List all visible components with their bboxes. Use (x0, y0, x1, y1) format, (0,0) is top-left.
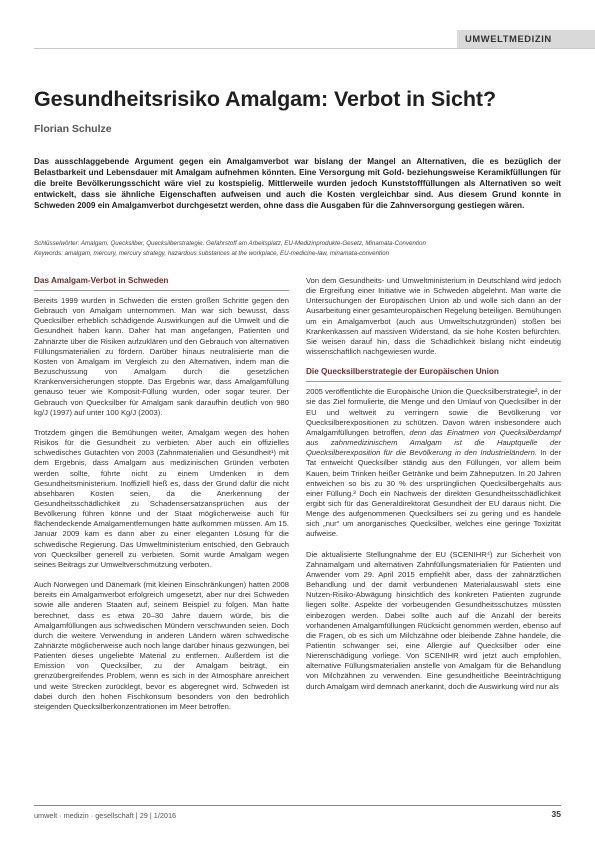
article-abstract: Das ausschlaggebende Argument gegen ein Amalgamverbot war bislang der Mangel an Alternativen, die es bezüglich der Belastbarkeit und Lebensdauer mit Amalgam aufnehmen könnten. Eine Versorgung mit Gold- beziehungsweise Keramikfüllungen für die breite Bevölkerungsschicht wäre viel zu kostspielig. Mittlerweile wurden jedoch Kunststofffüllungen als Alternativen so weit entwickelt, dass sie ähnliche Eigenschaften aufweisen und auch die Kosten vergleichbar sind. Aus diesem Grund konnte in Schweden 2009 ein Amalgamverbot durchgesetzt werden, ohne dass die Ausgaben für die Zahnversorgung gestiegen wären. (34, 157, 561, 210)
emphasized-text: denn das Einatmen von Quecksilberdampf aus zahnmedizinischem Amalgam ist die Hauptquelle der Quecksilberexposition für die Bevölkerung in den Industrieländern. (306, 427, 561, 458)
footer-rule (34, 805, 561, 806)
right-column (306, 276, 561, 702)
body-paragraph: Bereits 1999 wurden in Schweden die ersten großen Schritte gegen den Gebrauch von Amalgam unternommen. Man war sich bewusst, dass Quecksilber erheblich schädigende Auswirkungen auf die Umwelt und die Gesundheit haben kann. Daher hat man angefangen, Patienten und Zahnärzte über die Risiken aufzuklären und den Gebrauch von alternativen Füllungsmaterialien zu fördern. Darüber hinaus neutralisierte man die Kosten von Amalgam im Vergleich zu den Alternativen, indem man die Bezuschussung von Amalgam durch die gesetzlichen Krankenversicherungen stoppte. Das Ergebnis war, dass Amalgamfüllung genauso teuer wie Komposit-Füllung wurden, oder sogar teurer. Der Gebrauch von Quecksilber für Amalgam sank daraufhin deutlich von 980 kg/J (1997) auf unter 100 Kg/J (2003). (34, 296, 289, 417)
body-paragraph: Die aktualisierte Stellungnahme der EU (SCENIHR⁴) zur Sicherheit von Zahnamalgam und alternativen Zahnfüllungsmaterialien für Patienten und Anwender vom 29. April 2015 empfiehlt aber, dass der zahnärztlichen Behandlung und der damit verbundenen Materialauswahl stets eine Nutzen-Risiko-Abwägung hinsichtlich des konkreten Patienten zugrunde liegen sollte. Aspekte der vorbeugenden Gesundheitsschutzes müssten einbezogen werden. Dabei sollte auch auf die Anzahl der bereits vorhandenen Amalgamfüllungen Rücksicht genommen werden, ebenso auf die Fragen, ob es sich um Milchzähne oder bleibende Zähne handele, die Patientin schwanger sei, eine Allergie auf Quecksilber oder eine Nierenschädigung vorliege. Von SCENIHR wird jetzt auch empfohlen, alternative Füllungsmaterialien anstelle von Amalgam für die Behandlung von Milchzähnen zu verwenden. Eine gesundheitliche Beeinträchtigung durch Amalgam wird demnach anerkannt, doch die Auswirkung wird nur als (306, 549, 561, 691)
body-text: 2005 veröffentlichte die Europäische Union die Quecksilberstrategie², in der sie das Ziel formulierte, die Menge und den Umlauf von Quecksilber in der EU und weltweit zu verringern sowie die Bevölkerung vor Quecksilberexpositionen zu schützen. Davon wären insbesondere auch Amalgamfüllungen betroffen, (306, 387, 561, 437)
page-number: 35 (551, 809, 561, 819)
body-paragraph (306, 387, 561, 539)
body-paragraph: Von dem Gesundheits- und Umweltministerium in Deutschland wird jedoch die Ergreifung einer Initiative wie in Schweden abgelehnt. Man warte die Untersuchungen der Europäischen Union ab und wolle sich dann an der Ausarbeitung einer gesamteuropäischen Regelung beteiligen. Bemühungen um ein Amalgamverbot (auch aus Umweltschutzgründen) stoßen bei Krankenkassen auf massiven Widerstand, da sie hohe Kosten befürchten. Sie weisen darauf hin, dass die Schädlichkeit bislang nicht eindeutig wissenschaftlich nachgewiesen wurde. (306, 276, 561, 357)
section-heading-eu-strategy: Die Quecksilberstrategie der Europäischen Union (306, 367, 561, 382)
body-text: In der Tat entweicht Quecksilber ständig aus den Füllungen, vor allem beim Kauen, beim Trinken heißer Getränke und beim Zähneputzen. In 20 Jahren entweichen so bis zu 30 % des ursprünglichen Quecksilbergehalts aus einer Füllung.³ Doch ein Nachweis der direkten Gesundheitsschädlichkeit ergibt sich für das Generaldirektorat Gesundheit der EU daraus nicht. Die Menge des aufgenommenen Quecksilbers sei zu gering und es handele sich „nur“ um anorganisches Quecksilber, welches eine geringe Toxizität aufweise. (306, 448, 561, 539)
body-paragraph: Trotzdem gingen die Bemühungen weiter, Amalgam wegen des hohen Risikos für die Gesundheit zu verbieten. Aber auch ein offizielles schwedisches Gutachten von 2003 (Zahnmaterialien und Gesundheit¹) mit dem Ergebnis, dass Amalgam aus medizinischen Gründen verboten werden sollte, führte nicht zu einem Umdenken in dem Gesundheitsministerium. Inoffiziell hieß es, dass der Grund dafür die nicht absehbaren Kosten seien, da die Anerkennung der Gesundheitsschädlichkeit zu Schadensersatzansprüchen aus der Bevölkerung führen könne und der Staat möglicherweise auch für flächendeckende Amalgamentfernungen hätte aufkommen müssen. Am 15. Januar 2009 kam es dann aber zu einer eleganten Lösung für die schwedische Regierung. Das Umweltministerium entschied, den Gebrauch von Quecksilber generell zu verbieten. Somit wurde Amalgam wegen seines Beitrags zur Umweltverschmutzung verboten. (34, 427, 289, 569)
left-column (34, 276, 289, 722)
keywords-german: Schlüsselwörter: Amalgam, Quecksilber, Quecksilberstrategie, Gefahrstoff am Arbeitsplatz, EU-Medizinprodukte-Gesetz, Minamata-Convention (34, 240, 426, 247)
article-author: Florian Schulze (34, 123, 112, 135)
journal-footer: umwelt · medizin · gesellschaft | 29 | 1/2016 (34, 811, 177, 820)
section-heading-sweden: Das Amalgam-Verbot in Schweden (34, 276, 289, 291)
section-tag: UMWELTMEDIZIN (457, 30, 595, 48)
body-paragraph: Auch Norwegen und Dänemark (mit kleinen Einschränkungen) hatten 2008 bereits ein Amalgamverbot erfolgreich umgesetzt, aber nur drei Schweden sowie alle anderen Staaten auf, seinem Beispiel zu folgen. Man hatte berechnet, dass es etwa 20–30 Jahre dauern würde, bis die Amalgamfüllungen aus schwedischen Mündern verschwunden seien. Doch durch die weitere Verwendung in anderen Ländern wären schwedische Zahnärzte möglicherweise auch noch lange darüber hinaus gezwungen, bei Patienten dieses ungeliebte Material zu entfernen. Außerdem ist die Emission von Quecksilber, zu der Amalgam beiträgt, ein grenzübergreifendes Problem, wenn es sich in der Atmosphäre anreichert und weite Strecken zurücklegt, bevor es abgeregnet wird. Schweden ist dabei durch den hohen Fischkonsum besonders von den bedrohlich steigenden Quecksilberkonzentrationen im Meer betroffen. (34, 580, 289, 711)
header-rule (34, 48, 595, 49)
keywords-english: Keywords: amalgam, mercury, mercury strategy, hazardous substances at the workplace, EU-medicine-law, minamata-convention (34, 250, 390, 257)
article-title: Gesundheitsrisiko Amalgam: Verbot in Sicht? (34, 87, 497, 111)
